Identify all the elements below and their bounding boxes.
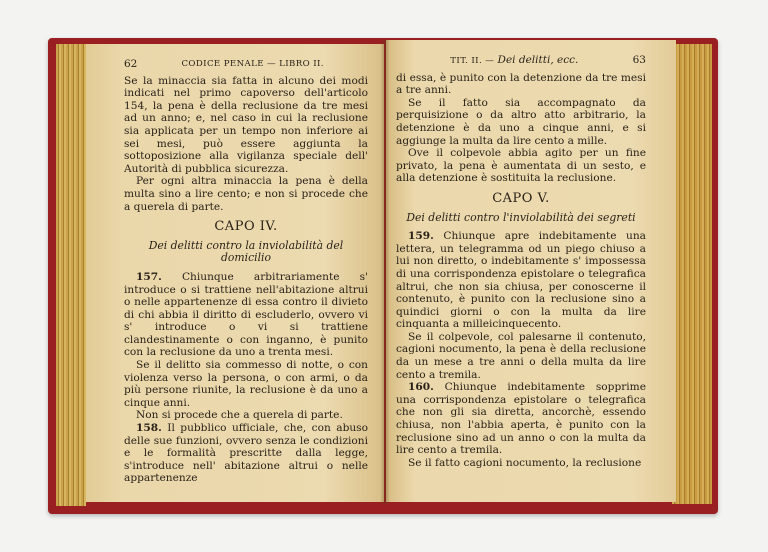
article-text: Il pubblico ufficiale, che, con abuso delle sue funzioni, ovvero senza le condizioni e le formalità prescritte dalla legge, s'introduce nell' abitazione altrui o nelle appartenenze (124, 422, 368, 485)
article-text: Chiunque apre indebitamente una lettera, un telegramma od un piego chiuso a lui non diretto, o indebitamente s' impossessa di una corrispondenza epistolare o telegrafica altrui, che non sia chiusa, per conoscerne il contenuto, è punito con la reclusione sino a quindici giorni o con la multa da lire cinquanta a milleicinquecento. (396, 230, 646, 331)
chapter-title: Dei delitti contro la inviolabilità del domicilio (148, 238, 344, 265)
running-title: TIT. II. — (450, 56, 495, 66)
paragraph: Ove il colpevole abbia agito per un fine privato, la pena è aumentata di un sesto, e alla detenzione è sostituita la reclusione. (396, 147, 646, 185)
article-number: 159. (408, 230, 434, 243)
book-gutter (380, 40, 390, 504)
paragraph: di essa, è punito con la detenzione da tre mesi a tre anni. (396, 71, 646, 97)
paragraph: Se il fatto sia accompagnato da perquisizione o da altro atto arbitrario, la detenzione è da uno a cinque anni, e si aggiunge la multa da lire cento a mille. (396, 96, 646, 147)
article-160 (396, 381, 646, 457)
chapter-heading: CAPO V. (492, 190, 550, 206)
chapter-heading: CAPO IV. (214, 219, 278, 235)
paragraph: Se il delitto sia commesso di notte, o con violenza verso la persona, o con armi, o da più persone riunite, la reclusione è da uno a cinque anni. (124, 359, 368, 409)
page-number: 62 (124, 58, 138, 70)
page-number: 63 (632, 54, 646, 66)
article-number: 158. (136, 422, 162, 435)
article-text: Chiunque arbitrariamente s' introduce o si trattiene nell'abitazione altrui o nelle appartenenze di essa contro il divieto di chi abbia il diritto di escluderlo, ovvero vi s' introduce o vi si trattiene clandestinamente o con inganno, è punito con la reclusione da uno a trenta mesi. (124, 270, 368, 359)
article-157 (124, 271, 368, 359)
right-page-edges (672, 44, 712, 504)
running-title: CODICE PENALE — LIBRO II. (181, 59, 324, 69)
chapter-title: Dei delitti contro l'inviolabilità dei segreti (406, 210, 636, 224)
paragraph: Se il colpevole, col palesarne il contenuto, cagioni nocumento, la pena è della reclusione da un mese a tre anni o della multa da lire cento a tremila. (396, 330, 646, 381)
article-159 (396, 230, 646, 331)
paragraph: Se il fatto cagioni nocumento, la reclusione (408, 456, 642, 469)
left-page-header (124, 58, 368, 71)
paragraph: Per ogni altra minaccia la pena è della multa sino a lire cento; e non si procede che a querela di parte. (124, 175, 368, 213)
paragraph: Non si procede che a querela di parte. (136, 409, 343, 422)
paragraph: Se la minaccia sia fatta in alcuno dei modi indicati nel primo capoverso dell'articolo 154, la pena è della reclusione da tre mesi ad un anno; e, nel caso in cui la reclusione sia applicata per un tempo non inferiore ai sei mesi, può essere aggiunta la sottoposizione alla vigilanza speciale dell' Autorità di pubblica sicurezza. (124, 74, 368, 175)
article-number: 157. (136, 270, 162, 283)
right-page (386, 40, 676, 502)
left-page (86, 44, 384, 502)
right-page-header (396, 54, 646, 68)
left-page-edges (56, 44, 86, 506)
left-page-text (124, 58, 368, 485)
article-number: 160. (408, 381, 434, 394)
running-title-italic: Dei delitti, ecc. (497, 54, 579, 66)
article-text: Chiunque indebitamente sopprime una corrispondenza epistolare o telegrafica che non gli sia diretta, ancorchè, essendo chiusa, non l'abbia aperta, è punito con la reclusione sino ad un anno o con la multa da lire cento a tremila. (396, 381, 646, 457)
right-page-text (396, 54, 646, 469)
article-158 (124, 422, 368, 485)
